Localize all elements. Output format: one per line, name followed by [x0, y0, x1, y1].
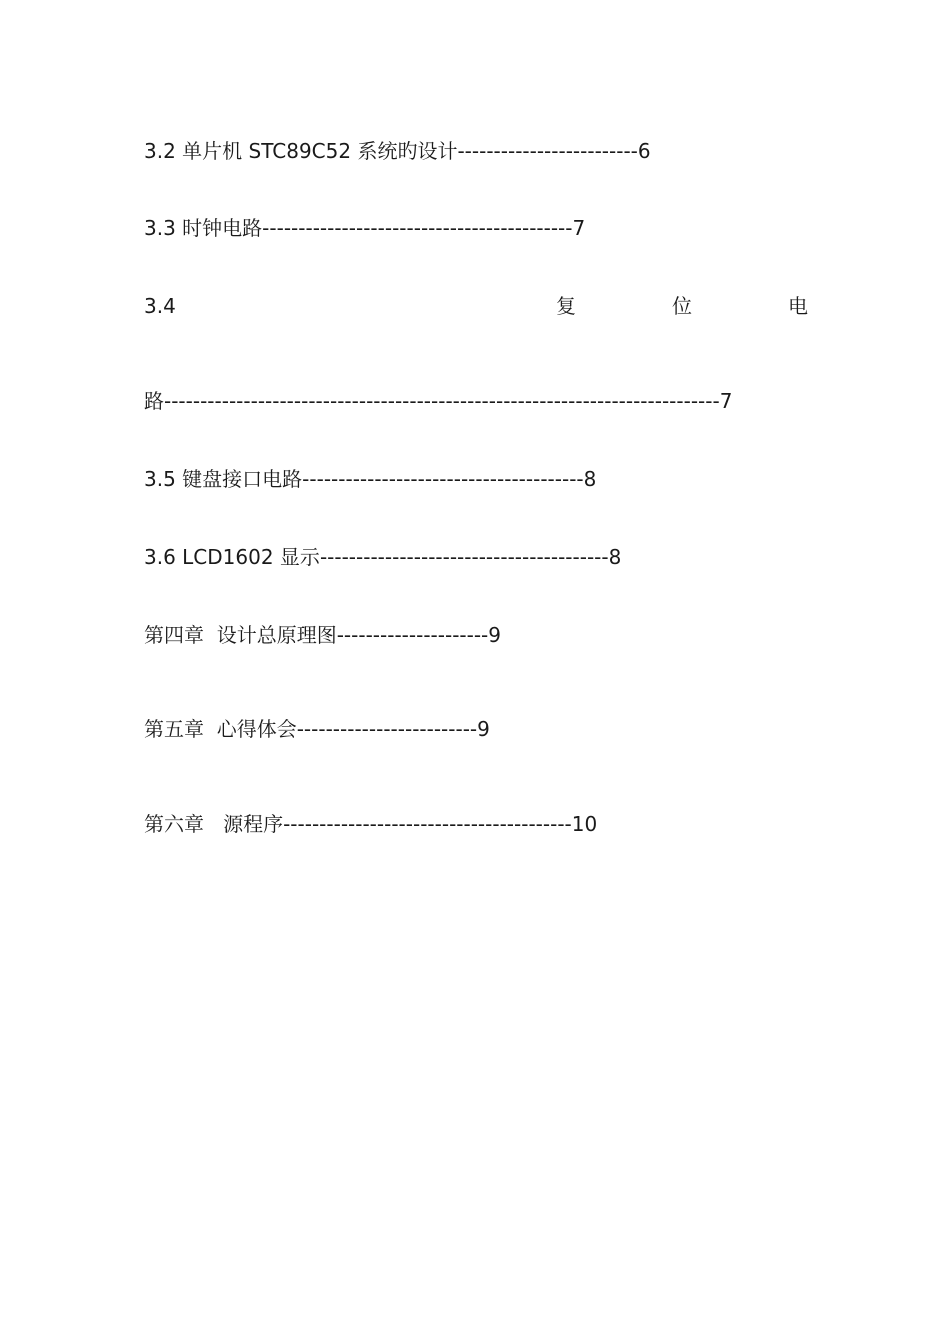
toc-entry-page: 10: [571, 812, 598, 836]
toc-entry-3-5: [144, 465, 596, 493]
toc-entry-page: 7: [719, 389, 733, 413]
toc-entry-leader: -------------------------: [296, 717, 478, 741]
toc-entry-title: 3.6 LCD1602 显示: [144, 545, 320, 569]
toc-entry-leader: -------------------------------------------: [262, 216, 573, 240]
toc-entry-chapter-6: [144, 810, 597, 838]
toc-entry-title: 3.5 键盘接口电路: [144, 467, 303, 491]
toc-entry-3-4-justified: [144, 292, 808, 320]
toc-entry-title: 3.3 时钟电路: [144, 216, 263, 240]
toc-entry-3-6: [144, 543, 621, 571]
toc-entry-leader: ---------------------: [336, 623, 489, 647]
toc-entry-page: 8: [608, 545, 622, 569]
toc-entry-leader: -----------------------------------------------------------------------------: [164, 389, 720, 413]
toc-entry-title: 3.2 单片机 STC89C52 系统旳设计: [144, 139, 458, 163]
toc-entry-page: 8: [583, 467, 597, 491]
toc-entry-number: 3.4: [144, 294, 176, 318]
toc-entry-3-4-continued: [144, 387, 732, 415]
toc-entry-page: 9: [477, 717, 490, 741]
toc-entry-char: 电: [788, 294, 808, 318]
toc-entry-page: 7: [572, 216, 586, 240]
toc-entry-title: 第四章 设计总原理图: [144, 623, 337, 647]
toc-entry-leader: ----------------------------------------: [283, 812, 572, 836]
toc-entry-leader: -------------------------: [457, 139, 638, 163]
toc-entry-title: 路: [144, 389, 164, 413]
toc-entry-3-3: [144, 214, 585, 242]
toc-entry-title: 第六章 源程序: [144, 812, 284, 836]
toc-entry-leader: ----------------------------------------: [319, 545, 609, 569]
toc-entry-chapter-4: [144, 621, 501, 649]
toc-entry-page: 6: [637, 139, 651, 163]
toc-entry-3-2: [144, 137, 651, 165]
toc-entry-leader: ---------------------------------------: [302, 467, 584, 491]
toc-entry-page: 9: [488, 623, 502, 647]
toc-entry-char: 位: [672, 294, 692, 318]
toc-entry-chapter-5: [144, 715, 490, 743]
toc-entry-char: 复: [556, 294, 576, 318]
toc-entry-title: 第五章 心得体会: [144, 717, 297, 741]
